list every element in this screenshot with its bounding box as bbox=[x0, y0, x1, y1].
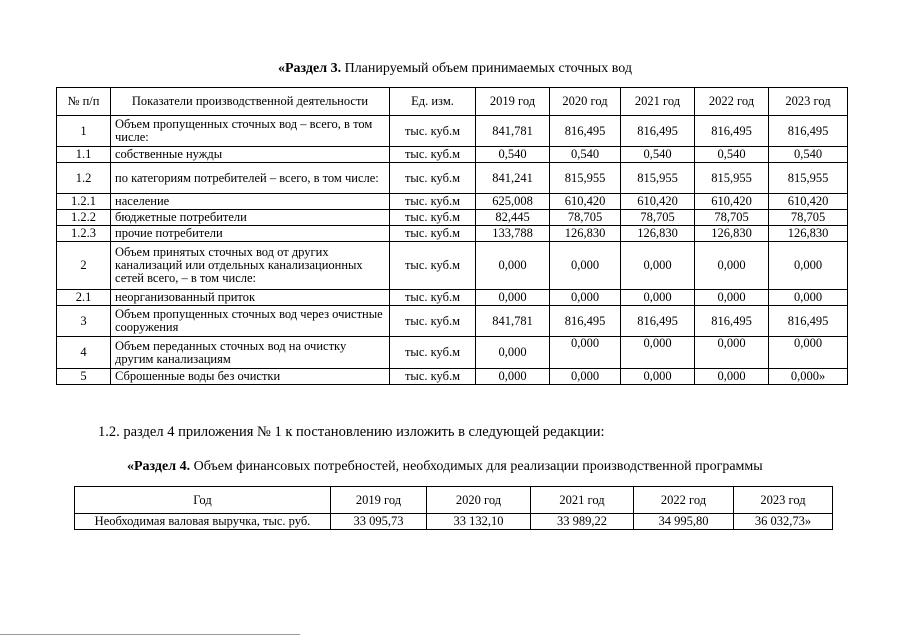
value-cell: 0,000 bbox=[621, 337, 695, 369]
row-number: 2.1 bbox=[57, 290, 111, 306]
value-cell: 0,000 bbox=[695, 369, 769, 385]
value-cell: 33 132,10 bbox=[427, 514, 531, 530]
row-unit: тыс. куб.м bbox=[390, 194, 476, 210]
row-indicator: прочие потребители bbox=[111, 226, 390, 242]
header-cell: 2020 год bbox=[427, 487, 531, 514]
table-row bbox=[57, 147, 848, 163]
row-indicator: Сброшенные воды без очистки bbox=[111, 369, 390, 385]
value-cell: 841,781 bbox=[476, 116, 550, 147]
row-indicator: собственные нужды bbox=[111, 147, 390, 163]
value-cell: 0,000 bbox=[476, 242, 550, 290]
header-cell: 2021 год bbox=[621, 88, 695, 116]
value-cell: 0,000 bbox=[769, 242, 848, 290]
section4-table bbox=[74, 486, 833, 530]
row-unit: тыс. куб.м bbox=[390, 163, 476, 194]
value-cell: 0,000 bbox=[550, 290, 621, 306]
row-unit: тыс. куб.м bbox=[390, 210, 476, 226]
row-number: 5 bbox=[57, 369, 111, 385]
table-row bbox=[57, 242, 848, 290]
value-cell: 78,705 bbox=[550, 210, 621, 226]
row-number: 1 bbox=[57, 116, 111, 147]
value-cell: 0,000 bbox=[476, 290, 550, 306]
value-cell: 815,955 bbox=[621, 163, 695, 194]
row-number: 2 bbox=[57, 242, 111, 290]
value-cell: 0,000 bbox=[550, 242, 621, 290]
value-cell: 816,495 bbox=[695, 116, 769, 147]
row-number: 1.2.1 bbox=[57, 194, 111, 210]
value-cell: 33 095,73 bbox=[331, 514, 427, 530]
value-cell: 0,000» bbox=[769, 369, 848, 385]
section4-heading-text: Объем финансовых потребностей, необходимых для реализации производственной программы bbox=[190, 459, 763, 474]
header-cell: № п/п bbox=[57, 88, 111, 116]
table-row bbox=[57, 226, 848, 242]
value-cell: 0,540 bbox=[769, 147, 848, 163]
value-cell: 0,000 bbox=[621, 290, 695, 306]
value-cell: 0,000 bbox=[695, 242, 769, 290]
value-cell: 0,000 bbox=[695, 337, 769, 369]
row-unit: тыс. куб.м bbox=[390, 369, 476, 385]
value-cell: 815,955 bbox=[550, 163, 621, 194]
header-cell: Ед. изм. bbox=[390, 88, 476, 116]
value-cell: 0,000 bbox=[476, 337, 550, 369]
value-cell: 0,540 bbox=[695, 147, 769, 163]
header-cell: Показатели производственной деятельности bbox=[111, 88, 390, 116]
value-cell: 0,540 bbox=[550, 147, 621, 163]
row-unit: тыс. куб.м bbox=[390, 116, 476, 147]
value-cell: 126,830 bbox=[769, 226, 848, 242]
value-cell: 816,495 bbox=[769, 306, 848, 337]
value-cell: 78,705 bbox=[695, 210, 769, 226]
row-unit: тыс. куб.м bbox=[390, 226, 476, 242]
row-unit: тыс. куб.м bbox=[390, 242, 476, 290]
value-cell: 841,241 bbox=[476, 163, 550, 194]
value-cell: 78,705 bbox=[621, 210, 695, 226]
header-cell: 2020 год bbox=[550, 88, 621, 116]
table-row bbox=[57, 337, 848, 369]
value-cell: 610,420 bbox=[695, 194, 769, 210]
value-cell: 816,495 bbox=[550, 116, 621, 147]
value-cell: 0,000 bbox=[769, 337, 848, 369]
value-cell: 816,495 bbox=[621, 116, 695, 147]
value-cell: 126,830 bbox=[621, 226, 695, 242]
row-unit: тыс. куб.м bbox=[390, 290, 476, 306]
header-cell: 2023 год bbox=[769, 88, 848, 116]
value-cell: 0,540 bbox=[476, 147, 550, 163]
row-number: 1.2.3 bbox=[57, 226, 111, 242]
value-cell: 0,000 bbox=[695, 290, 769, 306]
row-indicator: Объем переданных сточных вод на очистку другим канализациям bbox=[111, 337, 390, 369]
value-cell: 816,495 bbox=[695, 306, 769, 337]
value-cell: 625,008 bbox=[476, 194, 550, 210]
row-indicator: Объем пропущенных сточных вод – всего, в том числе: bbox=[111, 116, 390, 147]
value-cell: 0,000 bbox=[621, 242, 695, 290]
value-cell: 34 995,80 bbox=[634, 514, 734, 530]
value-cell: 815,955 bbox=[769, 163, 848, 194]
value-cell: 816,495 bbox=[769, 116, 848, 147]
value-cell: 0,000 bbox=[550, 337, 621, 369]
amendment-paragraph: 1.2. раздел 4 приложения № 1 к постановлению изложить в следующей редакции: bbox=[98, 424, 605, 440]
section3-heading-text: Планируемый объем принимаемых сточных вод bbox=[341, 61, 632, 76]
row-indicator: население bbox=[111, 194, 390, 210]
row-number: 1.2.2 bbox=[57, 210, 111, 226]
value-cell: 0,000 bbox=[769, 290, 848, 306]
row-unit: тыс. куб.м bbox=[390, 147, 476, 163]
section3-table bbox=[56, 87, 848, 385]
value-cell: 36 032,73» bbox=[734, 514, 833, 530]
value-cell: 133,788 bbox=[476, 226, 550, 242]
value-cell: 816,495 bbox=[550, 306, 621, 337]
value-cell: 33 989,22 bbox=[531, 514, 634, 530]
row-indicator: Необходимая валовая выручка, тыс. руб. bbox=[75, 514, 331, 530]
header-cell: 2022 год bbox=[634, 487, 734, 514]
table-row bbox=[57, 306, 848, 337]
table-row bbox=[57, 116, 848, 147]
value-cell: 0,540 bbox=[621, 147, 695, 163]
value-cell: 610,420 bbox=[550, 194, 621, 210]
table-row bbox=[57, 369, 848, 385]
header-cell: 2019 год bbox=[476, 88, 550, 116]
header-cell: 2019 год bbox=[331, 487, 427, 514]
scan-artifact-line bbox=[0, 634, 300, 635]
row-unit: тыс. куб.м bbox=[390, 306, 476, 337]
value-cell: 0,000 bbox=[621, 369, 695, 385]
section4-header-row bbox=[75, 487, 833, 514]
value-cell: 78,705 bbox=[769, 210, 848, 226]
row-indicator: Объем принятых сточных вод от других канализаций или отдельных канализационных сетей всего, – в том числе: bbox=[111, 242, 390, 290]
row-indicator: неорганизованный приток bbox=[111, 290, 390, 306]
value-cell: 610,420 bbox=[769, 194, 848, 210]
table-row bbox=[57, 194, 848, 210]
header-cell: 2021 год bbox=[531, 487, 634, 514]
header-cell: 2023 год bbox=[734, 487, 833, 514]
table-row bbox=[57, 290, 848, 306]
value-cell: 0,000 bbox=[550, 369, 621, 385]
table-row bbox=[57, 163, 848, 194]
value-cell: 841,781 bbox=[476, 306, 550, 337]
value-cell: 126,830 bbox=[550, 226, 621, 242]
value-cell: 0,000 bbox=[476, 369, 550, 385]
row-number: 3 bbox=[57, 306, 111, 337]
row-unit: тыс. куб.м bbox=[390, 337, 476, 369]
value-cell: 815,955 bbox=[695, 163, 769, 194]
value-cell: 610,420 bbox=[621, 194, 695, 210]
section4-heading-bold: «Раздел 4. bbox=[127, 459, 191, 474]
header-cell: 2022 год bbox=[695, 88, 769, 116]
row-indicator: Объем пропущенных сточных вод через очистные сооружения bbox=[111, 306, 390, 337]
section3-heading bbox=[278, 61, 632, 77]
table-row bbox=[75, 514, 833, 530]
header-cell: Год bbox=[75, 487, 331, 514]
row-number: 1.2 bbox=[57, 163, 111, 194]
section3-heading-bold: «Раздел 3. bbox=[278, 61, 342, 76]
value-cell: 816,495 bbox=[621, 306, 695, 337]
value-cell: 126,830 bbox=[695, 226, 769, 242]
section3-header-row bbox=[57, 88, 848, 116]
row-indicator: по категориям потребителей – всего, в том числе: bbox=[111, 163, 390, 194]
value-cell: 82,445 bbox=[476, 210, 550, 226]
row-number: 1.1 bbox=[57, 147, 111, 163]
table-row bbox=[57, 210, 848, 226]
row-indicator: бюджетные потребители bbox=[111, 210, 390, 226]
row-number: 4 bbox=[57, 337, 111, 369]
section4-heading bbox=[127, 459, 763, 475]
